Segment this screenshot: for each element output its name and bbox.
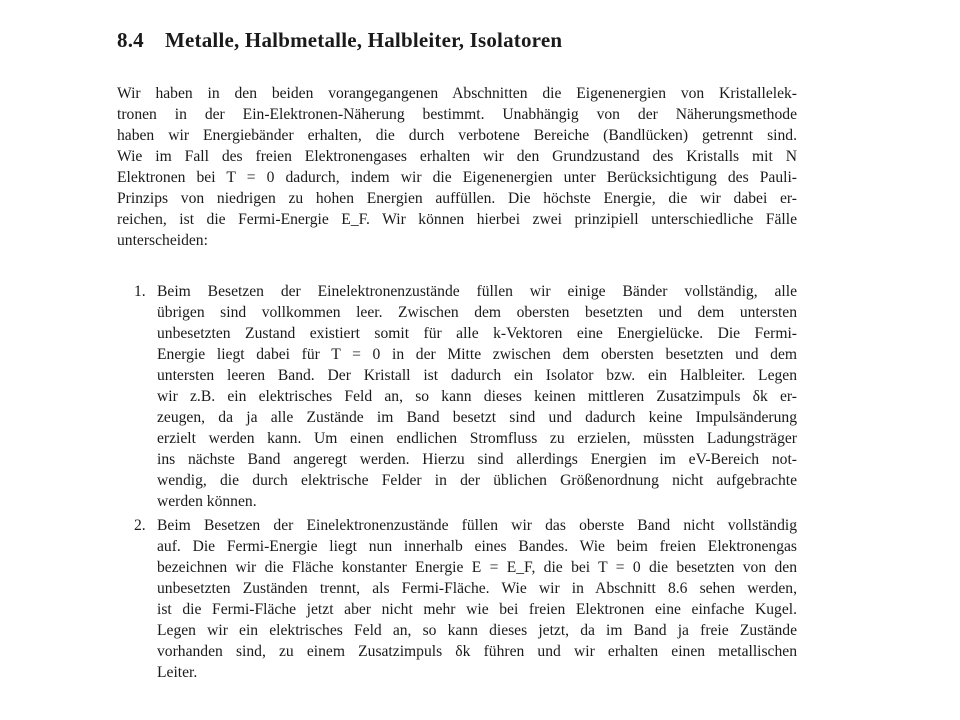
paragraph-line: Wir haben in den beiden vorangegangenen Abschnitten die Eigenenergien von Kristallelek-	[117, 85, 797, 102]
paragraph-line: übrigen sind vollkommen leer. Zwischen dem obersten besetzten und dem untersten	[157, 304, 797, 321]
paragraph-line: wir z.B. ein elektrisches Feld an, so kann dieses keinen mittleren Zusatzimpuls δk er-	[157, 388, 797, 405]
paragraph-line: reichen, ist die Fermi-Energie E_F. Wir können hierbei zwei prinzipiell unterschiedliche Fälle	[117, 211, 797, 228]
paragraph-line: unterscheiden:	[117, 232, 208, 249]
paragraph-line: Legen wir ein elektrisches Feld an, so kann dieses jetzt, da im Band ja freie Zustände	[157, 622, 797, 639]
section-heading	[117, 28, 562, 53]
paragraph-line: ist die Fermi-Fläche jetzt aber nicht mehr wie bei freien Elektronen eine einfache Kugel.	[157, 601, 797, 618]
intro-paragraph	[117, 83, 797, 251]
paragraph-line: wendig, die durch elektrische Felder in der üblichen Größenordnung nicht aufgebrachte	[157, 472, 797, 489]
section-number: 8.4	[117, 28, 144, 52]
paragraph-line: auf. Die Fermi-Energie liegt nun innerhalb eines Bandes. Wie beim freien Elektronengas	[157, 538, 797, 555]
paragraph-line: Beim Besetzen der Einelektronenzustände füllen wir einige Bänder vollständig, alle	[157, 283, 797, 300]
paragraph-line: erzielt werden kann. Um einen endlichen Stromfluss zu erzielen, müssten Ladungsträger	[157, 430, 797, 447]
list-marker: 2.	[134, 517, 146, 534]
paragraph-line: untersten leeren Band. Der Kristall ist dadurch ein Isolator bzw. ein Halbleiter. Legen	[157, 367, 797, 384]
paragraph-line: haben wir Energiebänder erhalten, die durch verbotene Bereiche (Bandlücken) getrennt sind.	[117, 127, 797, 144]
paragraph-line: Wie im Fall des freien Elektronengases erhalten wir den Grundzustand des Kristalls mit N	[117, 148, 797, 165]
paragraph-line: zeugen, da ja alle Zustände im Band besetzt sind und dadurch keine Impulsänderung	[157, 409, 797, 426]
paragraph-line: bezeichnen wir die Fläche konstanter Energie E = E_F, die bei T = 0 die besetzten von den	[157, 559, 797, 576]
paragraph-line: unbesetzten Zustand existiert somit für alle k-Vektoren eine Energielücke. Die Fermi-	[157, 325, 797, 342]
paragraph-line: Leiter.	[157, 664, 198, 681]
paragraph-line: Prinzips von niedrigen zu hohen Energien auffüllen. Die höchste Energie, die wir dabei er-	[117, 190, 797, 207]
paragraph-line: tronen in der Ein-Elektronen-Näherung bestimmt. Unabhängig von der Näherungsmethode	[117, 106, 797, 123]
paragraph-line: Beim Besetzen der Einelektronenzustände füllen wir das oberste Band nicht vollständig	[157, 517, 797, 534]
paragraph-line: vorhanden sind, zu einem Zusatzimpuls δk führen und wir erhalten einen metallischen	[157, 643, 797, 660]
paragraph-line: ins nächste Band angeregt werden. Hierzu sind allerdings Energien im eV-Bereich not-	[157, 451, 797, 468]
section-title: Metalle, Halbmetalle, Halbleiter, Isolatoren	[165, 28, 563, 52]
list-item-body	[157, 281, 797, 512]
paragraph-line: werden können.	[157, 493, 257, 510]
list-marker: 1.	[134, 283, 146, 300]
paragraph-line: Energie liegt dabei für T = 0 in der Mitte zwischen dem obersten besetzten und dem	[157, 346, 797, 363]
list-item-body	[157, 515, 797, 683]
paragraph-line: Elektronen bei T = 0 dadurch, indem wir die Eigenenergien unter Berücksichtigung des Pauli-	[117, 169, 797, 186]
paragraph-line: unbesetzten Zuständen trennt, als Fermi-Fläche. Wie wir in Abschnitt 8.6 sehen werden,	[157, 580, 797, 597]
